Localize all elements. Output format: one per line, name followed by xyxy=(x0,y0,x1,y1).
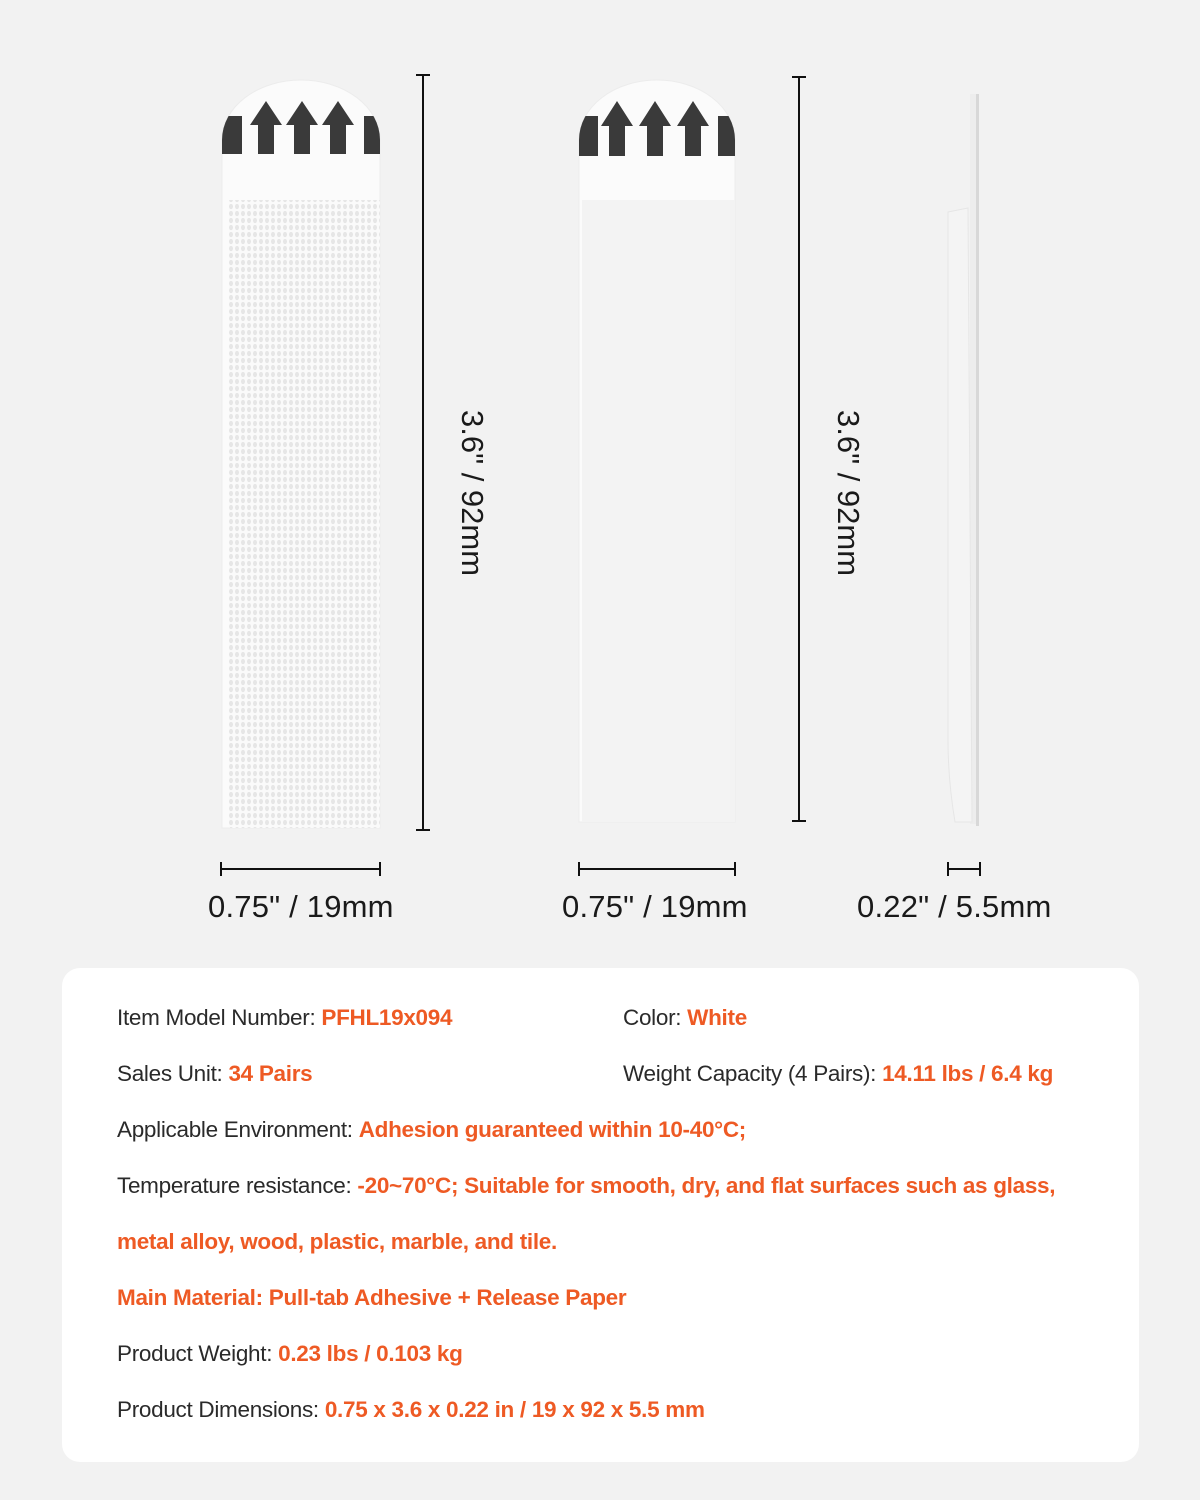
length-dimension-middle xyxy=(792,77,806,821)
thickness-label: 0.22" / 5.5mm xyxy=(857,889,1052,924)
width-dimension-left xyxy=(221,862,380,876)
length-dimension-left xyxy=(416,75,430,830)
color-value: White xyxy=(687,1005,747,1030)
length-label-middle: 3.6" / 92mm xyxy=(831,410,866,577)
capacity-value: 14.11 lbs / 6.4 kg xyxy=(882,1061,1054,1086)
temperature-value: -20~70°C; Suitable for smooth, dry, and flat surfaces such as glass, xyxy=(357,1173,1056,1198)
spec-weight-capacity: Weight Capacity (4 Pairs): 14.11 lbs / 6.4 kg xyxy=(623,1061,1054,1086)
side-strip xyxy=(948,94,979,826)
spec-environment: Applicable Environment: Adhesion guaranteed within 10-40°C; xyxy=(117,1117,746,1142)
sales-value: 34 Pairs xyxy=(228,1061,313,1086)
middle-strip xyxy=(566,80,748,822)
spec-model: Item Model Number: PFHL19x094 xyxy=(117,1005,453,1030)
dimensions-value: 0.75 x 3.6 x 0.22 in / 19 x 92 x 5.5 mm xyxy=(324,1397,705,1422)
spec-material: Main Material: Pull-tab Adhesive + Release Paper xyxy=(117,1285,627,1310)
width-label-left: 0.75" / 19mm xyxy=(208,889,394,924)
spec-card xyxy=(62,968,1139,1462)
spec-sales-unit: Sales Unit: 34 Pairs xyxy=(117,1061,313,1086)
spec-temperature: Temperature resistance: -20~70°C; Suitable for smooth, dry, and flat surfaces such as glass, xyxy=(117,1173,1056,1198)
environment-value: Adhesion guaranteed within 10-40°C; xyxy=(358,1117,746,1142)
weight-value: 0.23 lbs / 0.103 kg xyxy=(278,1341,463,1366)
width-dimension-middle xyxy=(579,862,735,876)
spec-color: Color: White xyxy=(623,1005,747,1030)
spec-product-dimensions: Product Dimensions: 0.75 x 3.6 x 0.22 in / 19 x 92 x 5.5 mm xyxy=(117,1397,705,1422)
spec-product-weight: Product Weight: 0.23 lbs / 0.103 kg xyxy=(117,1341,463,1366)
model-value: PFHL19x094 xyxy=(321,1005,453,1030)
length-label-left: 3.6" / 92mm xyxy=(455,410,490,577)
left-strip xyxy=(208,80,394,828)
spec-temperature-cont: metal alloy, wood, plastic, marble, and tile. xyxy=(117,1229,557,1254)
width-label-middle: 0.75" / 19mm xyxy=(562,889,748,924)
thickness-dimension xyxy=(948,862,980,876)
